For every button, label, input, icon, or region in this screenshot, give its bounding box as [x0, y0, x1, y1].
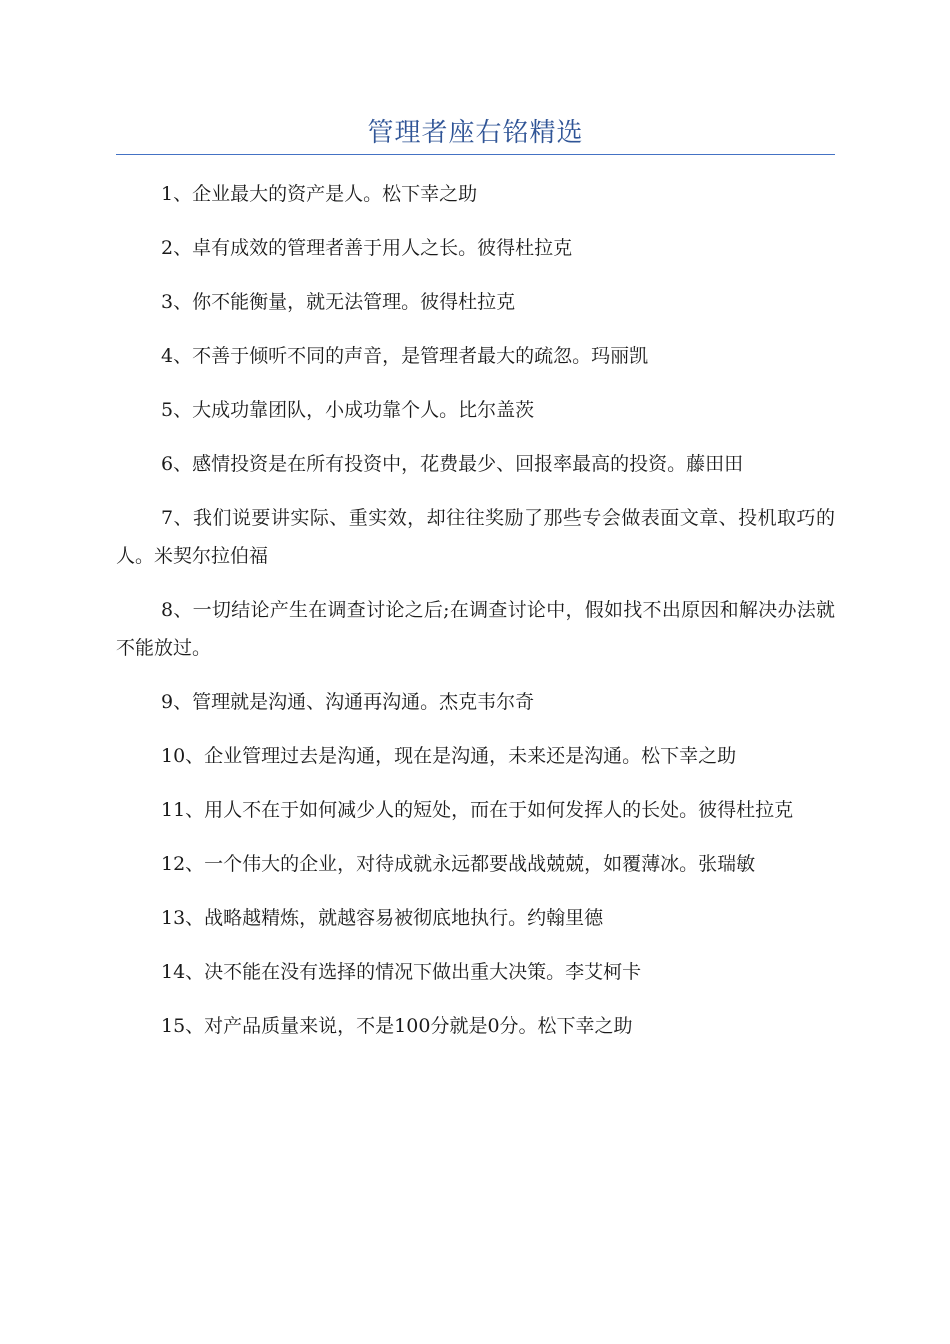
- quote-paragraph: 13、战略越精炼，就越容易被彻底地执行。约翰里德: [161, 907, 604, 929]
- quote-paragraph: 1、企业最大的资产是人。松下幸之助: [161, 183, 478, 205]
- quote-paragraph: 6、感情投资是在所有投资中，花费最少、回报率最高的投资。藤田田: [161, 453, 744, 475]
- quote-paragraph: 10、企业管理过去是沟通，现在是沟通，未来还是沟通。松下幸之助: [161, 745, 737, 767]
- quote-paragraph: 5、大成功靠团队，小成功靠个人。比尔盖茨: [161, 399, 535, 421]
- quote-paragraph: 2、卓有成效的管理者善于用人之长。彼得杜拉克: [161, 237, 573, 259]
- document-body: [116, 175, 835, 1061]
- quote-paragraph: 4、不善于倾听不同的声音，是管理者最大的疏忽。玛丽凯: [161, 345, 649, 367]
- quote-paragraph: 11、用人不在于如何减少人的短处，而在于如何发挥人的长处。彼得杜拉克: [161, 799, 794, 821]
- quote-paragraph: 7、我们说要讲实际、重实效，却往往奖励了那些专会做表面文章、投机取巧的人。米契尔拉伯福: [116, 507, 835, 567]
- quote-paragraph: 14、决不能在没有选择的情况下做出重大决策。李艾柯卡: [161, 961, 642, 983]
- quote-paragraph: 8、一切结论产生在调查讨论之后;在调查讨论中，假如找不出原因和解决办法就不能放过。: [116, 599, 835, 659]
- document-title: 管理者座右铭精选: [367, 118, 584, 148]
- quote-paragraph: 15、对产品质量来说，不是100分就是0分。松下幸之助: [161, 1015, 633, 1037]
- title-underline: [116, 154, 835, 155]
- quote-paragraph: 3、你不能衡量，就无法管理。彼得杜拉克: [161, 291, 516, 313]
- quote-paragraph: 9、管理就是沟通、沟通再沟通。杰克韦尔奇: [161, 691, 535, 713]
- quote-paragraph: 12、一个伟大的企业，对待成就永远都要战战兢兢，如覆薄冰。张瑞敏: [161, 853, 756, 875]
